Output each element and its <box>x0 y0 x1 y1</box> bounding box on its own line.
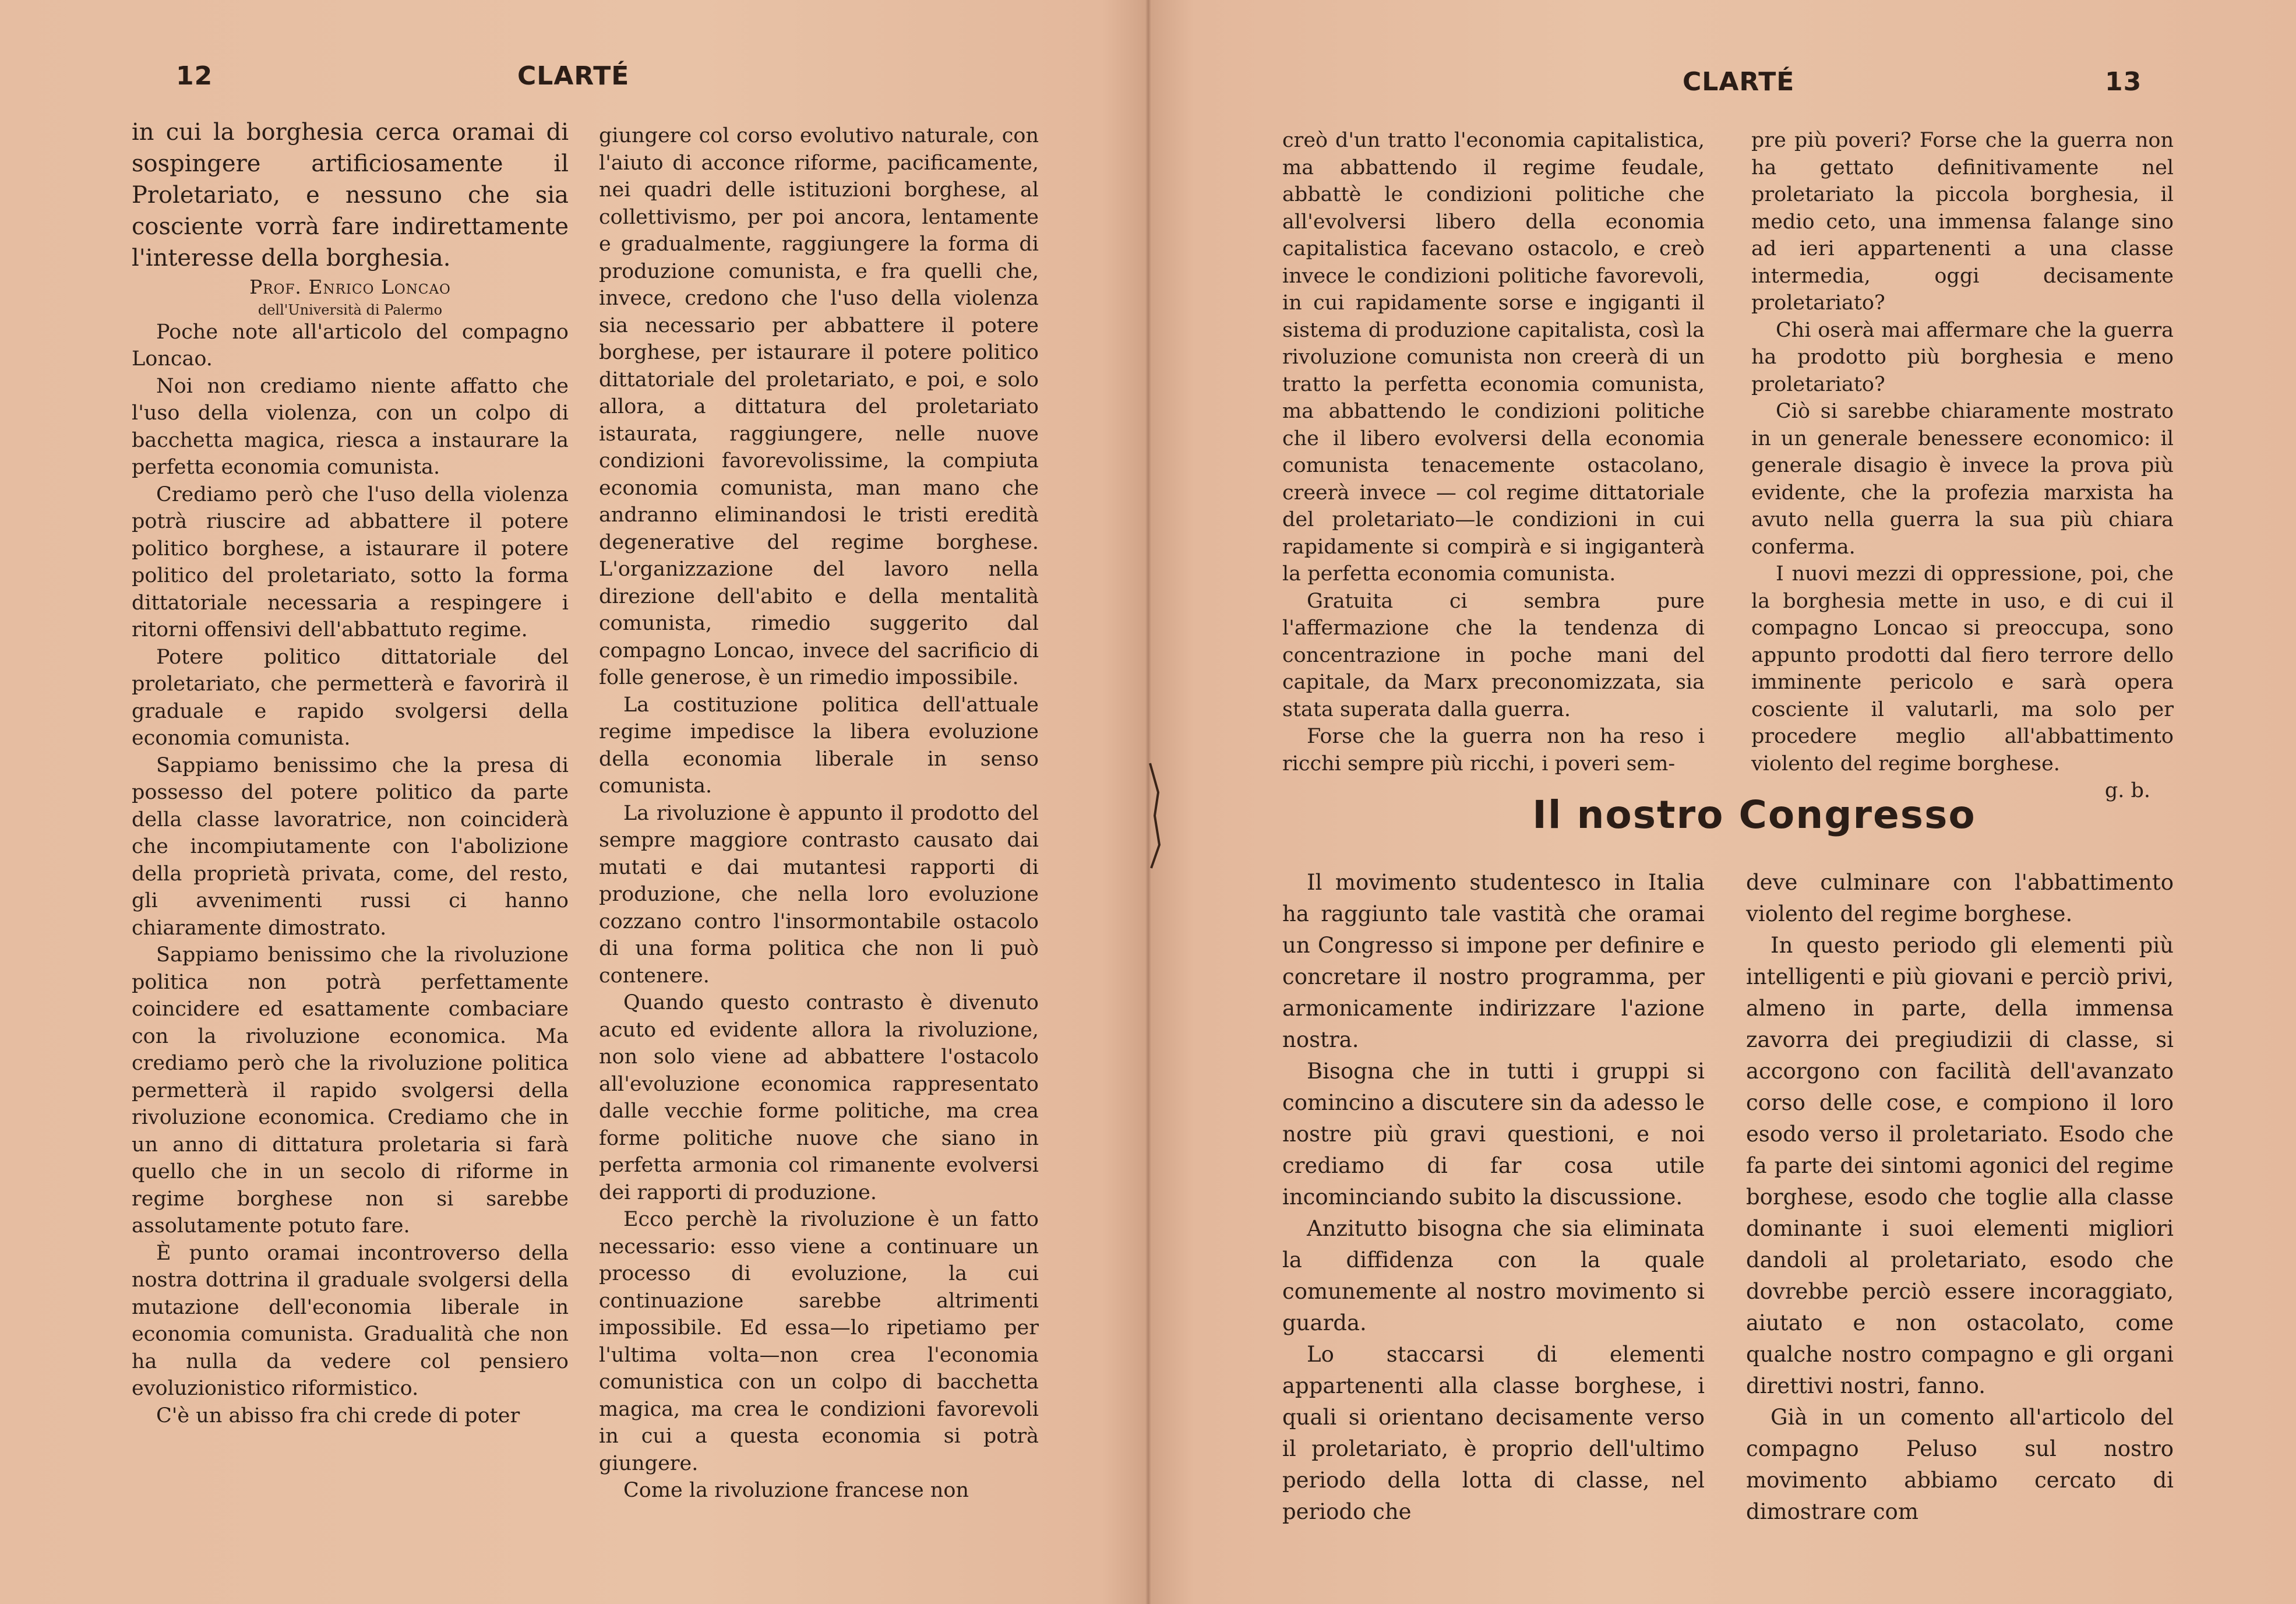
right-column-3 <box>1282 867 1705 1528</box>
paragraph: Crediamo però che l'uso della violenza potrà riuscire ad abbattere il potere politico borghese, a istaurare il potere politico del proletariato, sotto la forma dittatoriale necessaria a respingere i ritorni offensivi dell'abbattuto regime. <box>132 482 569 641</box>
paragraph: creò d'un tratto l'economia capitalistica, ma abbattendo il regime feudale, abbattè le condizioni politiche che all'evolversi libero della economia capitalistica facevano ostacolo, e creò invece le condizioni politiche favorevoli, in cui rapidamente sorse e ingiganti il sistema di produzione capitalista, così la rivoluzione comunista non creerà di un tratto la perfetta economia comunista, ma abbattendo le condizioni politiche che il libero evolversi della economia comunista tenacemente ostacolano, creerà invece — col regime dittatoriale del proletariato—le condizioni in cui rapidamente si compirà e si ingiganterà la perfetta economia comunista. <box>1282 129 1705 586</box>
paragraph: C'è un abisso fra chi crede di poter <box>156 1404 520 1427</box>
paragraph: Potere politico dittatoriale del proletariato, che permetterà e favorirà il graduale e rapido svolgersi della economia comunista. <box>132 645 569 750</box>
paragraph: In questo periodo gli elementi più intelligenti e più giovani e perciò privi, almeno in parte, della immensa zavorra dei pregiudizii di classe, si accorgono con facilità dell'avanzato corso delle cose, e compiono il loro esodo verso il proletariato. Esodo che fa parte dei sintomi agonici del regime borghese, esodo che toglie alla classe dominante i suoi elementi migliori dandoli al proletariato, esodo che dovrebbe perciò essere incoraggiato, aiutato e non ostacolato, come qualche nostro compagno e gli organi direttivi nostri, fanno. <box>1746 933 2174 1398</box>
paragraph: Noi non crediamo niente affatto che l'uso della violenza, con un colpo di bacchetta magica, riesca a instaurare la perfetta economia comunista. <box>132 374 569 479</box>
paragraph: deve culminare con l'abbattimento violento del regime borghese. <box>1746 870 2174 926</box>
right-column-2 <box>1751 127 2174 805</box>
page-number: 13 <box>2105 67 2142 97</box>
left-column-1 <box>132 117 569 1429</box>
paragraph: Già in un comento all'articolo del compagno Peluso sul nostro movimento abbiamo cercato di dimostrare com <box>1746 1405 2174 1524</box>
author-name: Prof. Enrico Loncao <box>249 276 451 298</box>
paragraph: Anzitutto bisogna che sia eliminata la diffidenza con la quale comunemente al nostro movimento si guarda. <box>1282 1216 1705 1335</box>
section-title: Il nostro Congresso <box>1532 792 1976 837</box>
right-column-1 <box>1282 127 1705 777</box>
paragraph: È punto oramai incontroverso della nostra dottrina il graduale svolgersi della mutazione dell'economia liberale in economia comunista. Gradualità che non ha nulla da vedere col pensiero evoluzionistico riformistico. <box>132 1241 569 1400</box>
paragraph: Come la rivoluzione francese non <box>623 1479 969 1502</box>
page-number: 12 <box>176 61 213 91</box>
paragraph: pre più poveri? Forse che la guerra non ha gettato definitivamente nel proletariato la piccola borghesia, il medio ceto, una immensa falange sino ad ieri appartenenti a una classe intermedia, oggi decisamente proletariato? <box>1751 129 2174 315</box>
paragraph: Quando questo contrasto è divenuto acuto ed evidente allora la rivoluzione, non solo viene ad abbattere l'ostacolo all'evoluzione economica rappresentato dalle vecchie forme politiche, ma crea forme politiche nuove che siano in perfetta armonia col rimanente evolversi dei rapporti di produzione. <box>599 991 1039 1204</box>
signature: g. b. <box>2104 779 2150 802</box>
paragraph: Sappiamo benissimo che la rivoluzione politica non potrà perfettamente coincidere ed esattamente combaciare con la rivoluzione economica. Ma crediamo però che la rivoluzione politica permetterà il rapido svolgersi della rivoluzione economica. Crediamo che in un anno di dittatura proletaria si farà quello che in un secolo di riforme in regime borghese non si sarebbe assolutamente potuto fare. <box>132 943 569 1238</box>
running-head: CLARTÉ <box>1683 67 1795 97</box>
paragraph: Poche note all'articolo del compagno Loncao. <box>132 320 569 371</box>
paragraph: giungere col corso evolutivo naturale, con l'aiuto di acconce riforme, pacificamente, nei quadri delle istituzioni borghese, al collettivismo, per poi ancora, lentamente e gradualmente, raggiungere la forma di produzione comunista, e fra quelli che, invece, credono che l'uso della violenza sia necessario per abbattere il potere borghese, per istaurare il potere politico dittatoriale del proletariato, e poi, e solo allora, a dittatura del proletariato istaurata, raggiungere, nelle nuove condizioni favorevolissime, la compiuta economia comunista, man mano che andranno eliminandosi le tristi eredità degenerative del regime borghese. L'organizzazione del lavoro nella direzione dell'abito e della mentalità comunista, rimedio suggerito dal compagno Loncao, invece del sacrificio di folle generose, è un rimedio impossibile. <box>599 124 1039 689</box>
right-column-4 <box>1746 867 2174 1528</box>
paragraph: Ecco perchè la rivoluzione è un fatto necessario: esso viene a continuare un processo di evoluzione, la cui continuazione sarebbe altrimenti impossibile. Ed essa—lo ripetiamo per l'ultima volta—non crea l'economia comunistica con un colpo di bacchetta magica, ma crea le condizioni favorevoli in cui a questa economia si potrà giungere. <box>599 1208 1039 1475</box>
paragraph: Lo staccarsi di elementi appartenenti alla classe borghese, i quali si orientano decisamente verso il proletariato, è proprio dell'ultimo periodo della lotta di classe, nel periodo che <box>1282 1342 1705 1524</box>
right-page <box>1148 0 2296 1604</box>
paragraph: Forse che la guerra non ha reso i ricchi sempre più ricchi, i poveri sem- <box>1282 725 1705 775</box>
paragraph: Sappiamo benissimo che la presa di possesso del potere politico da parte della classe lavoratrice, non coinciderà che incompiutamente con l'abolizione della proprietà privata, come, del resto, gli avvenimenti russi ci hanno chiaramente dimostrato. <box>132 753 569 940</box>
paragraph: La costituzione politica dell'attuale regime impedisce la libera evoluzione della economia liberale in senso comunista. <box>599 693 1039 798</box>
paragraph: I nuovi mezzi di oppressione, poi, che la borghesia mette in uso, e di cui il compagno Loncao si preoccupa, sono appunto prodotti dal fiero terrore dello imminente pericolo e sarà opera cosciente il valutarli, ma solo per procedere meglio all'abbattimento violento del regime borghese. <box>1751 562 2174 775</box>
intro-paragraph: in cui la borghesia cerca oramai di sospingere artificiosamente il Proletariato, e nessuno che sia cosciente vorrà fare indirettamente l'interesse della borghesia. <box>132 119 569 272</box>
paragraph: Gratuita ci sembra pure l'affermazione che la tendenza di concentrazione in poche mani del capitale, da Marx preconomizzata, sia stata superata dalla guerra. <box>1282 589 1705 721</box>
paragraph: Bisogna che in tutti i gruppi si comincino a discutere sin da adesso le nostre più gravi questioni, e noi crediamo di far cosa utile incominciando subito la discussione. <box>1282 1059 1705 1210</box>
paragraph: Il movimento studentesco in Italia ha raggiunto tale vastità che oramai un Congresso si impone per definire e concretare il nostro programma, per armonicamente indirizzare l'azione nostra. <box>1282 870 1705 1052</box>
author-affiliation: dell'Università di Palermo <box>258 301 443 318</box>
running-head: CLARTÉ <box>517 61 630 91</box>
paragraph: Chi oserà mai affermare che la guerra ha prodotto più borghesia e meno proletariato? <box>1751 318 2174 396</box>
paragraph: Ciò si sarebbe chiaramente mostrato in un generale benessere economico: il generale disagio è invece la prova più evidente, che la profezia marxista ha avuto nella guerra la sua più chiara conferma. <box>1751 400 2174 559</box>
left-column-2 <box>599 122 1039 1504</box>
paragraph: La rivoluzione è appunto il prodotto del sempre maggiore contrasto causato dai mutati e dai mutantesi rapporti di produzione, che nella loro evoluzione cozzano contro l'insormontabile ostacolo di una forma politica che non li può contenere. <box>599 801 1039 988</box>
